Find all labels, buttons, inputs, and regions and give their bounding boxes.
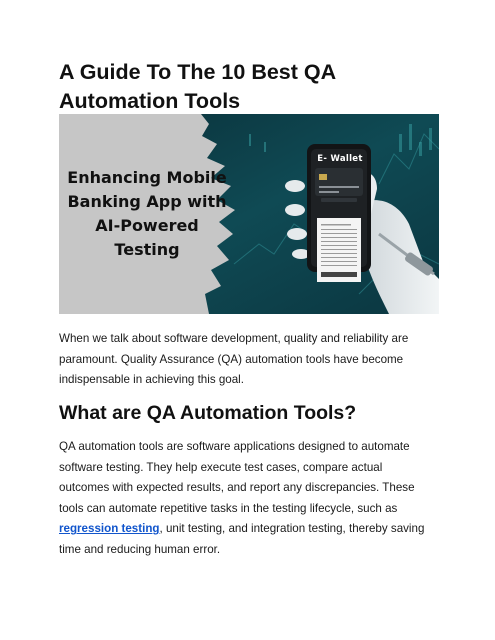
- hero-heading-line: Banking App with: [67, 192, 227, 211]
- section-heading: What are QA Automation Tools?: [59, 402, 357, 424]
- hero-image: [59, 114, 439, 314]
- intro-paragraph: When we talk about software development, quality and reliability are paramount. Quality Assurance (QA) automation tools have become indispensable in achieving this goal.: [59, 332, 409, 387]
- hero-heading-line: Enhancing Mobile: [67, 168, 227, 187]
- section-text-after-link: , unit testing, and integration testing, thereby saving time and reducing human error.: [59, 522, 425, 556]
- phone: [307, 144, 371, 282]
- section-text-before-link: QA automation tools are software applications designed to automate software testing. They help execute test cases, compare actual outcomes with expected results, and report any discrepancies. These tools can automate repetitive tasks in the testing lifecycle, such as: [59, 440, 415, 515]
- section-paragraph: [59, 437, 434, 561]
- hero-heading: [63, 166, 231, 262]
- article-title: A Guide To The 10 Best QA Automation Tools: [59, 60, 336, 113]
- regression-testing-link[interactable]: regression testing: [59, 522, 160, 536]
- phone-title: E- Wallet: [317, 154, 363, 164]
- hero-heading-line: Testing: [114, 240, 180, 259]
- hero-heading-line: AI-Powered: [95, 216, 199, 235]
